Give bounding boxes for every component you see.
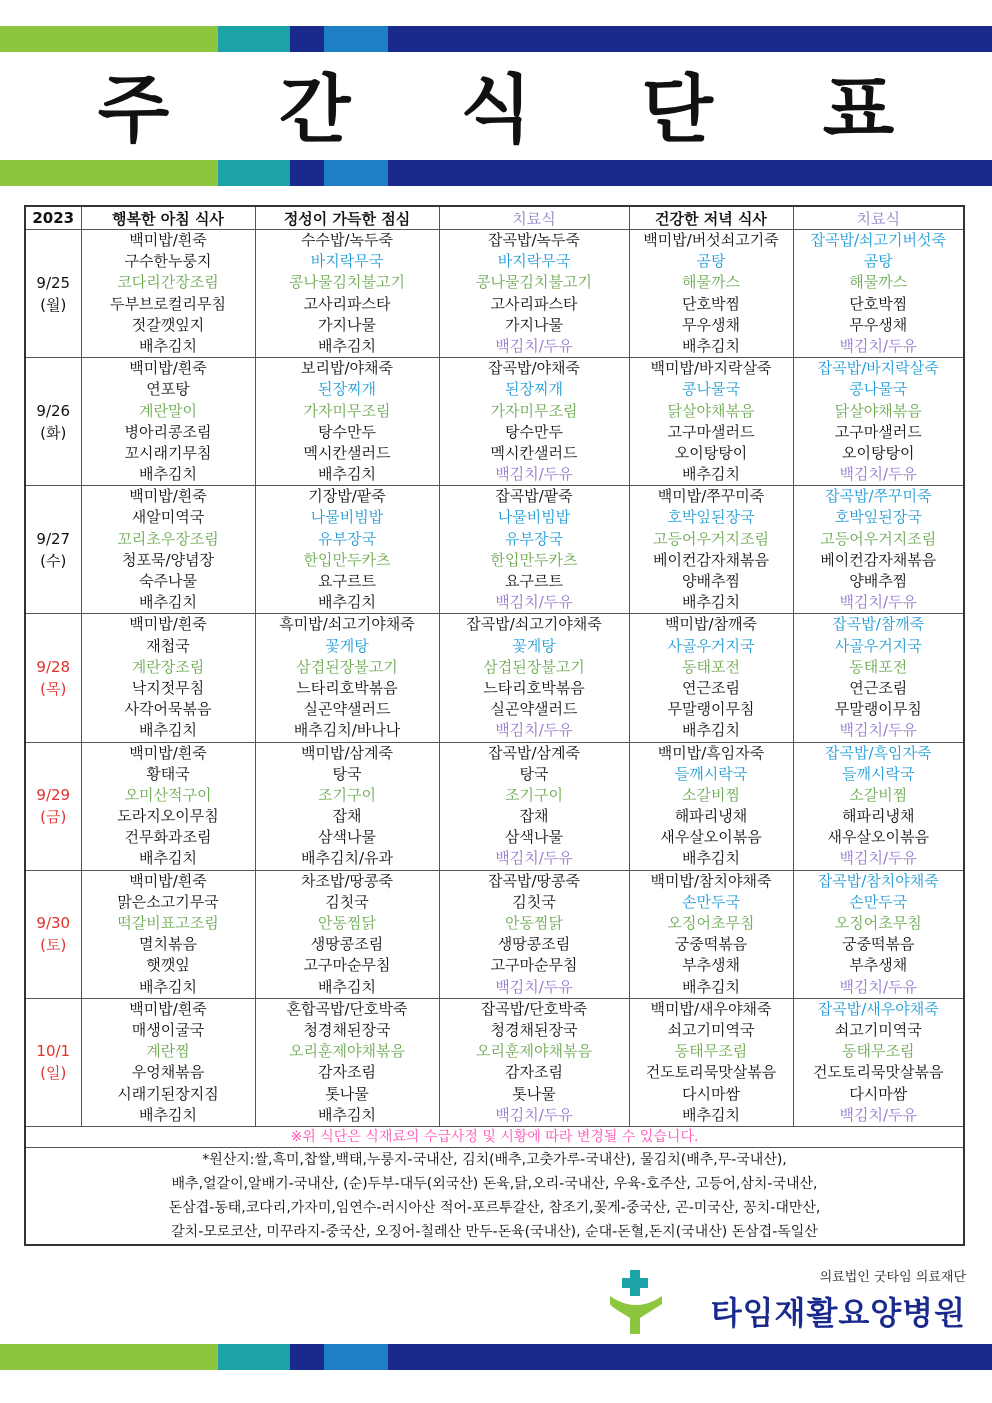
- menu-item: 건도토리묵맛살볶음: [645, 1063, 777, 1082]
- day-date: 9/28: [36, 657, 71, 676]
- menu-item: 배추김치/유과: [301, 849, 393, 868]
- menu-item: 꽃게탕: [512, 636, 556, 655]
- menu-item: 매생이굴국: [131, 1020, 205, 1039]
- menu-item: 삼색나물: [505, 828, 563, 847]
- menu-item: 배추김치: [139, 977, 197, 996]
- menu-item: 무말랭이무침: [834, 700, 922, 719]
- menu-item: 잡곡밥/단호박죽: [480, 999, 588, 1018]
- lunch-cell: [255, 742, 439, 870]
- origin-line: 배추,얼갈이,알배기-국내산, (순)두부-대두(외국산) 돈육,닭,오리-국내산, 우육-호주산, 고등어,삼치-국내산,: [171, 1175, 818, 1192]
- menu-item: 백미밥/흰죽: [129, 487, 207, 506]
- day-of-week: (금): [40, 808, 67, 827]
- menu-item: 잡곡밥/흑임자죽: [825, 743, 932, 762]
- menu-item: 오징어초무침: [667, 914, 755, 932]
- menu-item: 단호박찜: [682, 294, 740, 313]
- day-date: 9/29: [36, 786, 71, 805]
- breakfast-cell: [81, 358, 255, 486]
- menu-item: 연근조림: [682, 678, 740, 697]
- menu-item: 동태포전: [849, 657, 908, 676]
- menu-item: 해파리냉채: [842, 807, 915, 826]
- menu-item: 가자미무조림: [303, 401, 391, 420]
- menu-item: 백김치/두유: [495, 977, 573, 996]
- notice-text: ※위 식단은 식재료의 수급사정 및 시황에 따라 변경될 수 있습니다.: [25, 1126, 964, 1147]
- menu-item: 백김치/두유: [495, 336, 573, 355]
- menu-item: 잡곡밥/땅콩죽: [488, 871, 580, 890]
- menu-item: 탕국: [519, 764, 549, 783]
- menu-item: 나물비빔밥: [497, 508, 571, 527]
- menu-item: 고구마순무침: [303, 956, 391, 975]
- menu-item: 소갈비찜: [682, 785, 740, 804]
- menu-item: 생땅콩조림: [310, 935, 384, 954]
- menu-item: 맑은소고기무국: [117, 892, 219, 911]
- menu-item: 가자미무조림: [490, 401, 578, 420]
- menu-item: 가지나물: [318, 315, 376, 334]
- menu-item: 햇깻잎: [146, 956, 190, 975]
- menu-item: 닭살야채볶음: [667, 401, 755, 420]
- menu-item: 해물까스: [849, 273, 908, 292]
- title-stripe: [0, 160, 992, 186]
- menu-item: 백미밥/흑임자죽: [657, 743, 765, 762]
- menu-item: 쇠고기미역국: [834, 1020, 922, 1039]
- menu-item: 백김치/두유: [495, 1105, 573, 1124]
- menu-item: 가지나물: [505, 315, 563, 334]
- breakfast-cell: [81, 870, 255, 998]
- menu-item: 낙지젓무침: [131, 678, 205, 697]
- menu-item: 백미밥/삼계죽: [301, 743, 393, 762]
- menu-item: 해파리냉채: [674, 807, 748, 826]
- menu-item: 삼겹된장불고기: [296, 657, 398, 676]
- menu-item: 잡곡밥/팥죽: [495, 487, 573, 506]
- menu-item: 젓갈깻잎지: [131, 315, 205, 334]
- menu-item: 잡곡밥/녹두죽: [488, 231, 580, 249]
- menu-item: 백김치/두유: [495, 721, 573, 740]
- menu-item: 김칫국: [512, 892, 556, 911]
- menu-item: 병아리콩조림: [124, 422, 212, 441]
- menu-item: 바지락무국: [310, 252, 384, 271]
- menu-item: 배추김치: [139, 593, 197, 612]
- menu-item: 새우살오이볶음: [660, 828, 762, 847]
- day-date: 9/25: [36, 273, 71, 292]
- day-cell: [25, 486, 81, 614]
- menu-item: 무말랭이무침: [667, 700, 755, 719]
- menu-item: 잡곡밥/참치야채죽: [817, 871, 939, 890]
- lunch-cell: [255, 998, 439, 1126]
- lunch-diet-cell: [439, 742, 629, 870]
- menu-item: 유부장국: [318, 529, 376, 548]
- menu-item: 꽃게탕: [325, 636, 369, 655]
- menu-item: 멕시칸샐러드: [303, 443, 391, 462]
- menu-item: 백김치/두유: [839, 1105, 917, 1124]
- dinner-cell: [629, 998, 793, 1126]
- menu-item: 느타리호박볶음: [296, 678, 398, 697]
- lunch-diet-cell: [439, 358, 629, 486]
- menu-item: 궁중떡볶음: [674, 935, 748, 954]
- menu-item: 두부브로컬리무침: [110, 294, 226, 313]
- menu-item: 요구르트: [505, 572, 563, 590]
- lunch-cell: [255, 486, 439, 614]
- menu-item: 백미밥/흰죽: [129, 871, 207, 890]
- menu-item: 삼겹된장불고기: [483, 657, 585, 676]
- menu-item: 사골우거지국: [667, 636, 755, 655]
- day-row: [25, 230, 964, 358]
- menu-item: 잡채: [332, 807, 362, 826]
- menu-item: 흑미밥/쇠고기야채죽: [279, 615, 415, 634]
- menu-item: 고구마샐러드: [667, 422, 755, 441]
- day-of-week: (목): [40, 679, 67, 698]
- menu-item: 코다리간장조림: [117, 273, 219, 292]
- origin-line: *원산지:쌀,흑미,찹쌀,백태,누룽지-국내산, 김치(배추,고춧가루-국내산), 물김치(배추,무-국내산),: [202, 1151, 787, 1168]
- menu-item: 재첩국: [146, 636, 190, 655]
- menu-item: 소갈비찜: [849, 785, 908, 804]
- menu-item: 백미밥/참치야채죽: [650, 871, 772, 890]
- menu-item: 닭살야채볶음: [834, 401, 922, 420]
- menu-item: 요구르트: [318, 572, 376, 590]
- menu-item: 잡곡밥/참깨죽: [832, 615, 925, 634]
- bottom-stripe: [0, 1344, 992, 1370]
- day-of-week: (일): [40, 1064, 67, 1083]
- menu-item: 혼합곡밥/단호박죽: [286, 999, 408, 1018]
- menu-item: 동태포전: [682, 657, 740, 676]
- menu-item: 청포묵/양념장: [122, 550, 214, 569]
- lunch-diet-cell: [439, 870, 629, 998]
- menu-item: 고등어우거지조림: [820, 529, 937, 548]
- menu-item: 멸치볶음: [139, 935, 197, 954]
- menu-item: 감자조림: [505, 1063, 563, 1082]
- menu-item: 백김치/두유: [839, 721, 917, 740]
- menu-item: 무우생채: [849, 315, 908, 334]
- day-date: 10/1: [36, 1042, 71, 1061]
- menu-item: 고등어우거지조림: [653, 529, 769, 548]
- menu-item: 고구마샐러드: [834, 422, 922, 441]
- menu-item: 배추김치: [682, 977, 740, 996]
- menu-item: 백김치/두유: [839, 977, 917, 996]
- menu-item: 동태무조림: [674, 1042, 748, 1061]
- day-cell: [25, 870, 81, 998]
- menu-item: 백미밥/새우야채죽: [650, 999, 772, 1018]
- menu-item: 백김치/두유: [495, 465, 573, 484]
- dinner-header: 건강한 저녁 식사: [629, 206, 793, 230]
- menu-item: 기장밥/팥죽: [308, 487, 386, 506]
- menu-item: 잡곡밥/야채죽: [488, 359, 580, 378]
- menu-item: 계란찜: [146, 1042, 190, 1061]
- day-row: [25, 742, 964, 870]
- menu-item: 배추김치: [682, 336, 740, 355]
- dinner-cell: [629, 742, 793, 870]
- lunch-diet-header: 치료식: [439, 206, 629, 230]
- menu-item: 삼색나물: [318, 828, 376, 847]
- lunch-diet-cell: [439, 614, 629, 742]
- menu-item: 차조밥/땅콩죽: [301, 871, 393, 890]
- menu-item: 새우살오이볶음: [827, 828, 929, 847]
- menu-item: 배추김치: [318, 1105, 376, 1124]
- breakfast-cell: [81, 742, 255, 870]
- header-row: [25, 206, 964, 230]
- menu-item: 손만두국: [849, 892, 908, 911]
- lunch-header: 정성이 가득한 점심: [255, 206, 439, 230]
- lunch-cell: [255, 358, 439, 486]
- menu-item: 건무화과조림: [124, 828, 212, 847]
- menu-item: 생땅콩조림: [497, 935, 571, 954]
- menu-item: 한입만두카츠: [303, 550, 391, 569]
- hospital-name: 타임재활요양병원: [710, 1294, 966, 1332]
- menu-item: 들깨시락국: [842, 764, 915, 783]
- menu-item: 배추김치: [139, 1105, 197, 1124]
- menu-item: 배추김치: [139, 721, 197, 740]
- menu-item: 톳나물: [512, 1084, 556, 1103]
- menu-item: 오이탕탕이: [674, 443, 748, 462]
- lunch-diet-cell: [439, 998, 629, 1126]
- lunch-cell: [255, 870, 439, 998]
- origin-line: 돈삼겹-동태,코다리,가자미,임연수-러시아산 적어-포르투갈산, 참조기,꽃게-중국산, 곤-미국산, 꽁치-대만산,: [168, 1199, 821, 1216]
- menu-item: 잡곡밥/삼계죽: [488, 743, 580, 762]
- menu-item: 시래기된장지짐: [117, 1084, 219, 1103]
- menu-item: 양배추찜: [682, 572, 740, 590]
- hospital-brand: [606, 1262, 966, 1334]
- dinner-diet-cell: [793, 998, 964, 1126]
- menu-item: 백미밥/흰죽: [129, 615, 207, 634]
- menu-item: 감자조림: [318, 1063, 376, 1082]
- weekly-menu-table: [24, 205, 965, 1246]
- menu-item: 궁중떡볶음: [842, 935, 915, 954]
- menu-item: 콩나물국: [849, 380, 908, 399]
- menu-item: 조기구이: [318, 785, 376, 804]
- menu-item: 건도토리묵맛살볶음: [813, 1063, 944, 1082]
- menu-item: 된장찌개: [505, 380, 563, 399]
- menu-item: 백미밥/흰죽: [129, 743, 207, 762]
- menu-item: 잡곡밥/쭈꾸미죽: [825, 487, 932, 506]
- menu-item: 탕국: [332, 764, 362, 783]
- menu-item: 꼬시래기무침: [124, 443, 212, 462]
- hospital-logo-icon: [606, 1270, 666, 1334]
- year-header: 2023: [25, 206, 81, 230]
- menu-item: 배추김치: [682, 1105, 740, 1124]
- menu-item: 멕시칸샐러드: [490, 443, 578, 462]
- menu-item: 고사리파스타: [490, 294, 578, 313]
- day-of-week: (수): [40, 551, 67, 570]
- lunch-diet-cell: [439, 486, 629, 614]
- menu-item: 쇠고기미역국: [667, 1020, 755, 1039]
- day-row: [25, 614, 964, 742]
- menu-item: 백미밥/쭈꾸미죽: [657, 487, 765, 506]
- menu-item: 실곤약샐러드: [303, 700, 391, 719]
- menu-item: 느타리호박볶음: [483, 678, 585, 697]
- day-date: 9/27: [36, 529, 71, 548]
- menu-item: 배추김치: [682, 593, 740, 612]
- menu-item: 손만두국: [682, 892, 740, 911]
- menu-item: 오미산적구이: [124, 785, 212, 804]
- menu-item: 부추생채: [849, 956, 908, 975]
- menu-item: 오리훈제야채볶음: [476, 1042, 592, 1061]
- menu-item: 곰탕: [696, 252, 726, 271]
- menu-item: 한입만두카츠: [490, 550, 578, 569]
- foundation-name: 의료법인 굿타임 의료재단: [819, 1270, 966, 1285]
- menu-item: 다시마쌈: [682, 1084, 740, 1103]
- menu-item: 새알미역국: [131, 508, 205, 527]
- menu-item: 안동찜닭: [505, 914, 563, 932]
- menu-item: 배추김치: [682, 465, 740, 484]
- menu-item: 베이컨감자채볶음: [653, 550, 769, 569]
- menu-item: 콩나물국: [682, 380, 740, 399]
- menu-item: 백미밥/바지락살죽: [650, 359, 772, 378]
- menu-item: 사골우거지국: [834, 636, 922, 655]
- menu-item: 곰탕: [863, 252, 893, 271]
- breakfast-cell: [81, 614, 255, 742]
- menu-item: 잡곡밥/바지락살죽: [817, 359, 939, 378]
- menu-item: 구수한누룽지: [124, 252, 212, 271]
- lunch-diet-cell: [439, 230, 629, 358]
- day-row: [25, 870, 964, 998]
- menu-item: 유부장국: [505, 529, 563, 548]
- breakfast-header: 행복한 아침 식사: [81, 206, 255, 230]
- menu-item: 나물비빔밥: [310, 508, 384, 527]
- dinner-cell: [629, 358, 793, 486]
- menu-item: 탕수만두: [318, 422, 376, 441]
- dinner-diet-cell: [793, 230, 964, 358]
- menu-item: 백김치/두유: [839, 593, 917, 612]
- menu-item: 연포탕: [146, 380, 190, 399]
- menu-item: 백김치/두유: [839, 465, 917, 484]
- menu-item: 실곤약샐러드: [490, 700, 578, 719]
- dinner-diet-cell: [793, 742, 964, 870]
- menu-item: 오리훈제야채볶음: [289, 1042, 405, 1061]
- lunch-cell: [255, 614, 439, 742]
- dinner-diet-cell: [793, 358, 964, 486]
- menu-item: 오징어초무침: [834, 914, 922, 932]
- menu-item: 백김치/두유: [839, 849, 917, 868]
- menu-item: 황태국: [146, 764, 190, 783]
- breakfast-cell: [81, 486, 255, 614]
- breakfast-cell: [81, 230, 255, 358]
- dinner-diet-cell: [793, 870, 964, 998]
- menu-item: 부추생채: [682, 956, 740, 975]
- menu-item: 숙주나물: [139, 572, 197, 590]
- menu-item: 콩나물김치불고기: [289, 273, 405, 292]
- menu-item: 배추김치: [318, 336, 376, 355]
- menu-item: 베이컨감자채볶음: [820, 550, 937, 569]
- menu-item: 톳나물: [325, 1084, 369, 1103]
- day-row: [25, 486, 964, 614]
- menu-item: 백미밥/흰죽: [129, 231, 207, 249]
- menu-item: 배추김치/바나나: [293, 721, 401, 740]
- dinner-cell: [629, 230, 793, 358]
- menu-item: 고구마순무침: [490, 956, 578, 975]
- menu-item: 된장찌개: [318, 380, 376, 399]
- menu-item: 호박잎된장국: [834, 508, 922, 527]
- breakfast-cell: [81, 998, 255, 1126]
- menu-item: 다시마쌈: [849, 1084, 908, 1103]
- dinner-cell: [629, 870, 793, 998]
- day-cell: [25, 358, 81, 486]
- menu-item: 바지락무국: [497, 252, 571, 271]
- menu-item: 계란장조림: [131, 657, 205, 676]
- origin-line: 갈치-모로코산, 미꾸라지-중국산, 오징어-칠레산 만두-돈육(국내산), 순대-돈혈,돈지(국내산) 돈삼겹-독일산: [171, 1223, 818, 1240]
- origin-info: [25, 1147, 964, 1245]
- menu-item: 탕수만두: [505, 422, 563, 441]
- day-of-week: (월): [40, 295, 67, 314]
- day-date: 9/30: [36, 914, 71, 933]
- top-stripe: [0, 26, 992, 52]
- menu-item: 사각어묵볶음: [124, 700, 212, 719]
- day-of-week: (토): [40, 936, 67, 955]
- menu-item: 백미밥/흰죽: [129, 359, 207, 378]
- menu-item: 우엉채볶음: [131, 1063, 205, 1082]
- menu-item: 백김치/두유: [495, 593, 573, 612]
- day-cell: [25, 614, 81, 742]
- dinner-diet-cell: [793, 614, 964, 742]
- menu-item: 도라지오이무침: [117, 807, 219, 826]
- menu-item: 배추김치: [682, 849, 740, 868]
- menu-item: 들깨시락국: [674, 764, 748, 783]
- menu-item: 호박잎된장국: [667, 508, 755, 527]
- day-cell: [25, 998, 81, 1126]
- menu-item: 안동찜닭: [318, 914, 376, 932]
- menu-item: 청경채된장국: [490, 1020, 578, 1039]
- menu-item: 오이탕탕이: [842, 443, 915, 462]
- day-row: [25, 998, 964, 1126]
- menu-item: 무우생채: [682, 315, 740, 334]
- menu-item: 고사리파스타: [303, 294, 391, 313]
- menu-item: 잡곡밥/쇠고기버섯죽: [810, 231, 946, 249]
- menu-item: 배추김치: [318, 465, 376, 484]
- menu-item: 꼬리초우장조림: [117, 529, 219, 548]
- menu-item: 백미밥/버섯쇠고기죽: [643, 231, 779, 249]
- day-row: [25, 358, 964, 486]
- menu-item: 배추김치: [139, 465, 197, 484]
- menu-item: 배추김치: [318, 593, 376, 612]
- menu-item: 백김치/두유: [839, 336, 917, 355]
- menu-item: 배추김치: [682, 721, 740, 740]
- dinner-diet-header: 치료식: [793, 206, 964, 230]
- menu-item: 해물까스: [682, 273, 740, 292]
- menu-item: 연근조림: [849, 678, 908, 697]
- dinner-diet-cell: [793, 486, 964, 614]
- dinner-cell: [629, 486, 793, 614]
- menu-item: 청경채된장국: [303, 1020, 391, 1039]
- menu-item: 조기구이: [505, 785, 563, 804]
- menu-item: 떡갈비표고조림: [117, 914, 219, 932]
- menu-item: 양배추찜: [849, 572, 908, 590]
- menu-item: 김칫국: [325, 892, 369, 911]
- menu-item: 계란말이: [139, 401, 197, 420]
- menu-item: 단호박찜: [849, 294, 908, 313]
- menu-item: 보리밥/야채죽: [301, 359, 393, 378]
- menu-item: 배추김치: [318, 977, 376, 996]
- menu-item: 콩나물김치불고기: [476, 273, 592, 292]
- menu-item: 배추김치: [139, 336, 197, 355]
- page-title: 주 간 식 단 표: [97, 67, 937, 153]
- day-cell: [25, 230, 81, 358]
- lunch-cell: [255, 230, 439, 358]
- menu-item: 잡곡밥/쇠고기야채죽: [466, 615, 602, 634]
- day-of-week: (화): [40, 423, 67, 442]
- menu-item: 수수밥/녹두죽: [301, 231, 393, 249]
- menu-item: 백미밥/참깨죽: [665, 615, 757, 634]
- menu-item: 잡채: [519, 807, 549, 826]
- menu-item: 잡곡밥/새우야채죽: [817, 999, 939, 1018]
- menu-item: 동태무조림: [842, 1042, 915, 1061]
- menu-item: 백김치/두유: [495, 849, 573, 868]
- dinner-cell: [629, 614, 793, 742]
- menu-item: 배추김치: [139, 849, 197, 868]
- day-date: 9/26: [36, 401, 71, 420]
- menu-item: 백미밥/흰죽: [129, 999, 207, 1018]
- day-cell: [25, 742, 81, 870]
